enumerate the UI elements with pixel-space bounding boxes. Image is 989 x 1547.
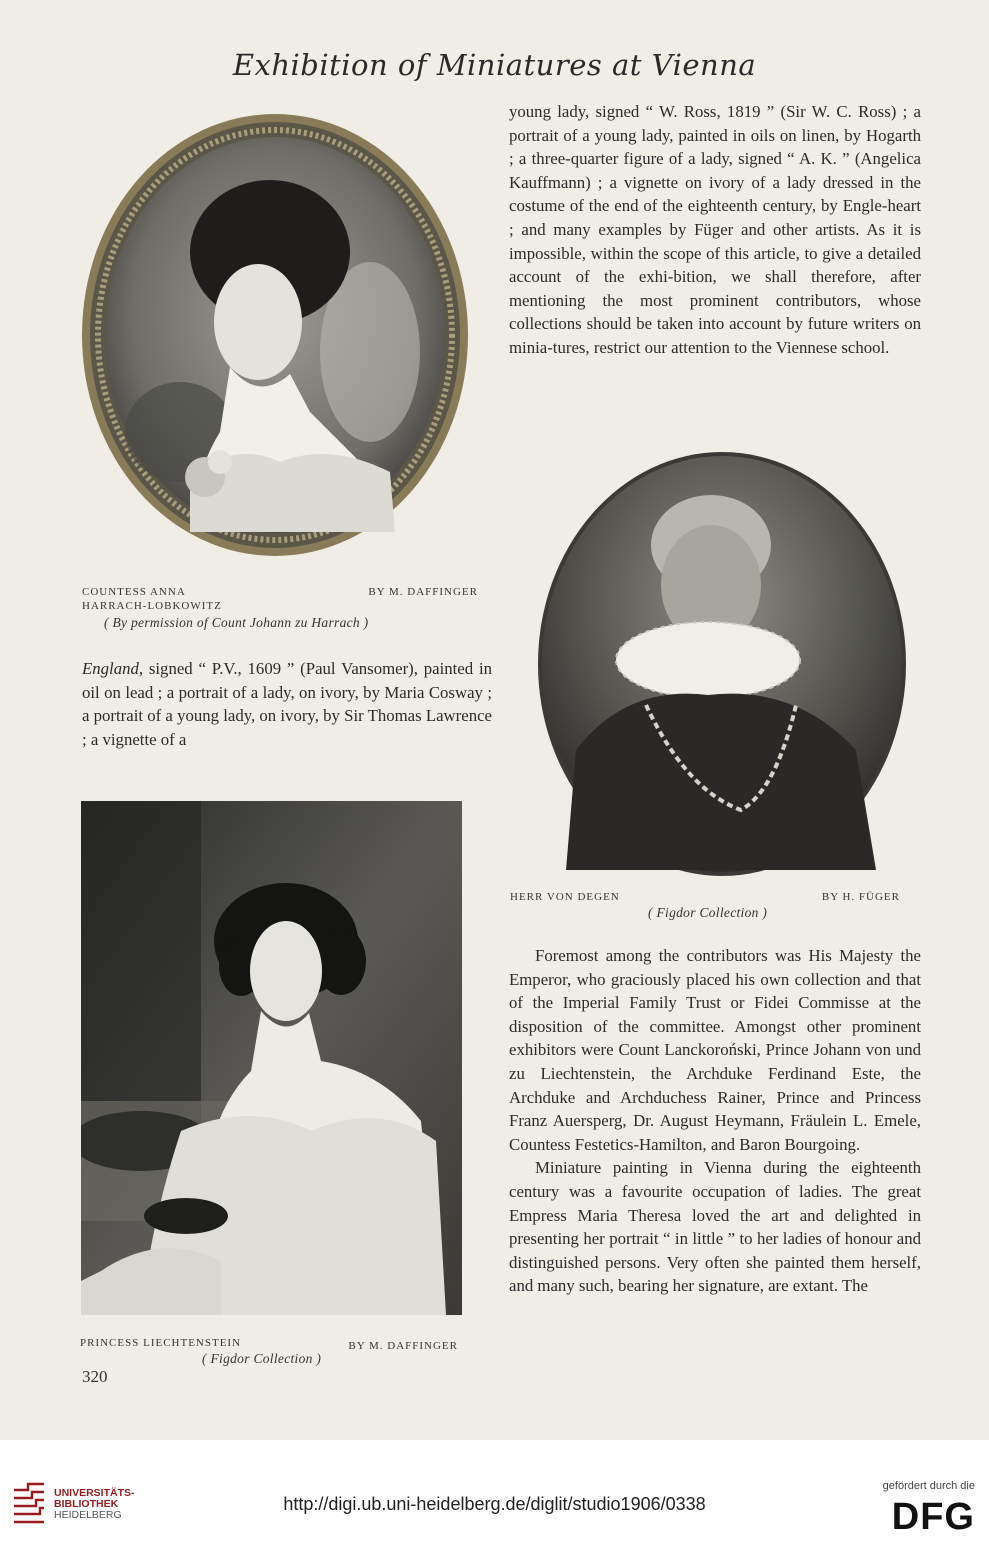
- right-column-bottom-text: [509, 944, 921, 1298]
- library-line-2: BIBLIOTHEK: [54, 1498, 119, 1510]
- right-top-paragraph: young lady, signed “ W. Ross, 1819 ” (Sir W. C. Ross) ; a portrait of a young lady, painted in oils on linen, by Hogarth ; a three-quarter figure of a lady, signed “ A. K. ” (Angelica Kauffmann) ; a vignette on ivory of a lady dressed in the costume of the end of the eighteenth century, by Engle-heart ; and many examples by Füger and other artists. As it is impossible, within the scope of this article, to give a detailed account of the exhi-bition, we shall therefore, after mentioning the most prominent contributors, whose collections should be taken into account by future writers on minia-tures, restrict our attention to the Viennese school.: [509, 102, 921, 357]
- library-line-3: HEIDELBERG: [54, 1509, 122, 1521]
- permalink-url[interactable]: http://digi.ub.uni-heidelberg.de/diglit/studio1906/0338: [283, 1494, 706, 1514]
- caption-credit: ( Figdor Collection ): [648, 905, 768, 920]
- paragraph-contributors: Foremost among the contributors was His Majesty the Emperor, who graciously placed his own collection and that of the Imperial Family Trust or Fidei Commisse at the disposition of the committee. Amongst other prominent exhibitors were Count Lanckoroński, Prince Johann von und zu Liechtenstein, the Archduke Ferdinand Este, the Archduke and Archduchess Rainer, Prince and Princess Franz Auersperg, Dr. August Heymann, Fräulein L. Emele, Countess Festetics-Hamilton, and Baron Bourgoing.: [509, 946, 921, 1154]
- caption-sitter: PRINCESS LIECHTENSTEIN: [80, 1337, 242, 1349]
- countess-miniature: [80, 112, 470, 558]
- left-paragraph: signed “ P.V., 1609 ” (Paul Vansomer), painted in oil on lead ; a portrait of a lady, on ivory, by Maria Cosway ; a portrait of a young lady, on ivory, by Sir Thomas Lawrence ; a vignette of a: [82, 659, 492, 749]
- left-column-text: [82, 657, 492, 751]
- funding-note: gefördert durch die: [882, 1480, 975, 1492]
- caption-artist: BY H. FÜGER: [821, 891, 900, 903]
- italic-word: England,: [82, 659, 144, 678]
- caption-artist: BY M. DAFFINGER: [348, 1340, 458, 1352]
- dfg-logo: DFG: [891, 1496, 975, 1538]
- princess-caption: [80, 1337, 458, 1367]
- caption-sitter-line2: HARRACH-LOBKOWITZ: [82, 600, 222, 612]
- page-number: 320: [82, 1367, 108, 1386]
- paragraph-miniature-painting: Miniature painting in Vienna during the eighteenth century was a favourite occupation of ladies. The great Empress Maria Theresa loved the art and delighted in presenting her portrait “ in little ” to her ladies of honour and distinguished persons. Very often she painted them herself, and many such, bearing her signature, are extant. The: [509, 1158, 921, 1296]
- degen-portrait-image: [536, 450, 908, 878]
- caption-credit: ( By permission of Count Johann zu Harrach ): [104, 615, 369, 630]
- running-title: Exhibition of Miniatures at Vienna: [232, 48, 757, 82]
- library-line-1: UNIVERSITÄTS-: [54, 1487, 135, 1499]
- digitization-footer: [0, 1440, 989, 1547]
- countess-caption: [82, 586, 478, 631]
- caption-sitter: COUNTESS ANNA: [82, 586, 186, 598]
- princess-portrait-image: [81, 801, 462, 1315]
- caption-sitter: HERR VON DEGEN: [510, 891, 620, 903]
- countess-portrait-image: [80, 112, 470, 558]
- caption-credit: ( Figdor Collection ): [202, 1351, 322, 1366]
- caption-artist: BY M. DAFFINGER: [368, 586, 478, 598]
- degen-caption: [510, 891, 900, 921]
- right-column-top-text: [509, 100, 921, 360]
- princess-portrait: [81, 801, 462, 1315]
- degen-miniature: [536, 450, 908, 878]
